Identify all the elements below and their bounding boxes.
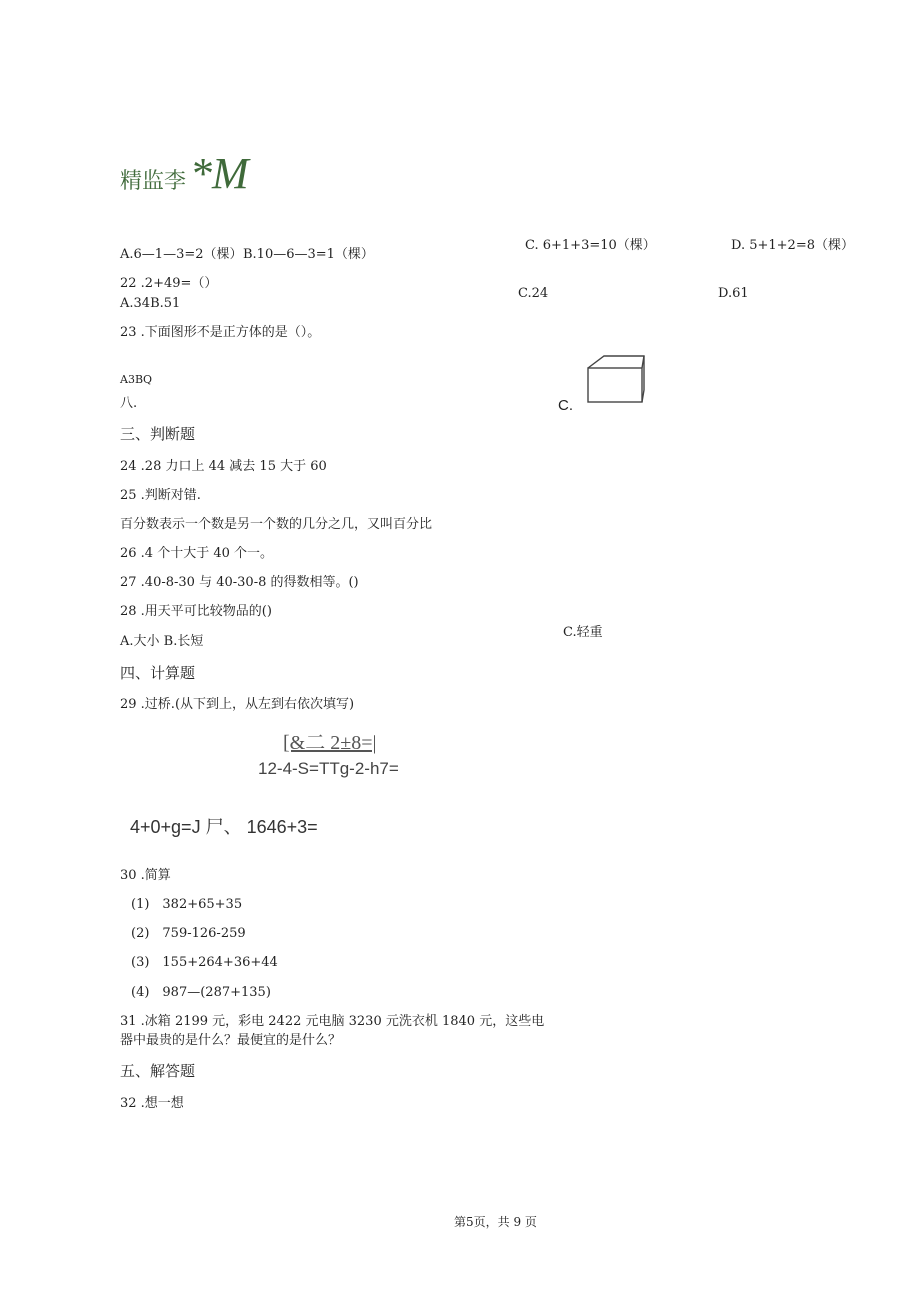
q28-option-c: C.轻重 xyxy=(563,625,603,640)
q21-option-d: D. 5+1+2=8（棵） xyxy=(731,238,854,253)
page-footer: 第5页，共 9 页 xyxy=(454,1215,537,1229)
q30-stem: 30 .简算 xyxy=(120,868,171,883)
q21-option-c: C. 6+1+3=10（棵） xyxy=(525,238,656,253)
logo-mark: *M xyxy=(190,149,249,198)
q29-line2: 12-4-S=TTg-2-h7= xyxy=(258,759,399,778)
q25-statement: 百分数表示一个数是另一个数的几分之几，又叫百分比 xyxy=(120,517,433,532)
q27-stem: 27 .40-8-30 与 40-30-8 的得数相等。() xyxy=(120,575,359,590)
q28-stem: 28 .用天平可比较物品的() xyxy=(120,604,272,619)
section4-title: 四、计算题 xyxy=(120,664,196,682)
q23-extra: 八. xyxy=(120,396,138,411)
q30-item-4: (4) 987—(287+135) xyxy=(131,985,271,1000)
q25-stem: 25 .判断对错. xyxy=(120,488,201,503)
section5-title: 五、解答题 xyxy=(120,1062,196,1080)
q31-line2: 器中最贵的是什么？最便宜的是什么？ xyxy=(120,1033,342,1048)
header-logo xyxy=(120,148,249,199)
q29-line1: [&二 2±8=| xyxy=(283,732,377,754)
q23-option-c-label: C. xyxy=(558,397,573,414)
q23-stem: 23 .下面图形不是正方体的是（）。 xyxy=(120,325,321,340)
q30-item-2: (2) 759-126-259 xyxy=(131,926,246,941)
q22-option-c: C.24 xyxy=(518,286,549,301)
q21-option-b: B.10—6—3=1（棵） xyxy=(243,247,374,262)
logo-text: 精监李 xyxy=(120,169,187,194)
q21-option-a: A.6—1—3=2（棵） xyxy=(120,247,243,262)
q30-item-3: (3) 155+264+36+44 xyxy=(131,955,278,970)
q29-stem: 29 .过桥.(从下到上，从左到右依次填写) xyxy=(120,697,355,712)
q24-stem: 24 .28 力口上 44 减去 15 大于 60 xyxy=(120,459,327,474)
q28-options-ab: A.大小 B.长短 xyxy=(120,634,204,649)
q23-options-ab: A3BQ xyxy=(120,373,153,386)
q29-line3: 4+0+g=J 尸、 1646+3= xyxy=(130,817,318,837)
q32-stem: 32 .想一想 xyxy=(120,1096,184,1111)
q22-option-d: D.61 xyxy=(718,286,749,301)
q26-stem: 26 .4 个十大于 40 个一。 xyxy=(120,546,274,561)
section3-title: 三、判断题 xyxy=(120,425,196,443)
q31-line1: 31 .冰箱 2199 元，彩电 2422 元电脑 3230 元洗衣机 1840 元，这些电 xyxy=(120,1014,545,1029)
cube-figure xyxy=(582,352,648,406)
q22-options-ab: A.34B.51 xyxy=(120,296,181,311)
q30-item-1: (1) 382+65+35 xyxy=(131,897,243,912)
q22-stem: 22 .2+49=（） xyxy=(120,276,218,291)
